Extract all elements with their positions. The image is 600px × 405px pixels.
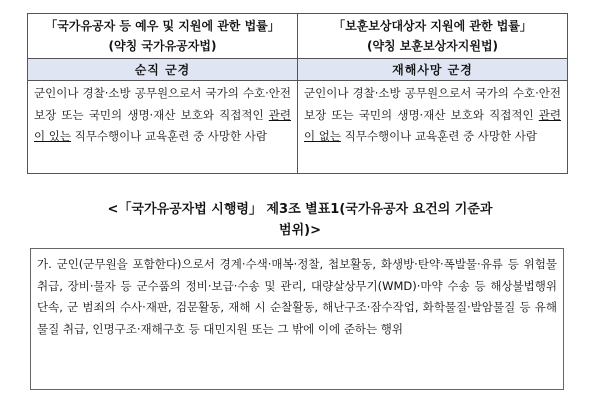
right-category-header: 재해사망 군경	[298, 59, 568, 81]
left-definition-underlined: 관련이 있는	[34, 107, 291, 143]
right-definition-text-a: 군인이나 경찰·소방 공무원으로서 국가의 수호·안전보장 또는 국민의 생명·재산 보호와 직접적인	[304, 86, 561, 122]
left-law-title-line1: 「국가유공자 등 예우 및 지원에 관한 법률」	[45, 19, 280, 33]
right-law-title	[298, 14, 568, 59]
left-law-title	[28, 14, 298, 59]
law-title-row	[28, 14, 568, 59]
right-definition-underlined: 관련이 없는	[304, 107, 561, 143]
law-comparison-table	[27, 13, 568, 174]
left-definition-text-a: 군인이나 경찰·소방 공무원으로서 국가의 수호·안전보장 또는 국민의 생명·재산 보호와 직접적인	[34, 86, 291, 122]
right-definition-text-b: 직무수행이나 교육훈련 중 사망한 사람	[340, 129, 538, 143]
left-law-title-line2: (약칭 국가유공자법)	[108, 39, 217, 53]
annex-rule-text: 가. 군인(군무원을 포함한다)으로서 경계·수색·매복·정찰, 첩보활동, 화생방·탄약·폭발물·유류 등 위험물 취급, 장비·물자 등 군수품의 정비·보급·수송 및 관리, 대량살상무기(WMD)·마약 수송 등 해상불법행위 단속, 군 범죄의 수사·재판, 검문활동, 재해 시 순찰활동, 해난구조·잠수작업, 화학물질·발암물질 등 유해물질 취급, 인명구조·재해구호 등 대민지원 또는 그 밖에 이에 준하는 행위	[37, 257, 557, 336]
right-law-title-line1: 「보훈보상대상자 지원에 관한 법률」	[333, 19, 532, 33]
right-law-title-line2: (약칭 보훈보상자지원법)	[366, 39, 499, 53]
category-header-row	[28, 59, 568, 81]
caption-line1: <「국가유공자법 시행령」 제3조 별표1(국가유공자 요건의 기준과	[107, 202, 493, 217]
caption-line2: 범위)>	[279, 223, 321, 238]
annex-rule-box	[30, 248, 564, 390]
enforcement-decree-caption	[40, 199, 560, 241]
left-category-header: 순직 군경	[28, 59, 298, 81]
left-definition	[28, 81, 298, 174]
definition-row	[28, 81, 568, 174]
right-definition	[298, 81, 568, 174]
left-definition-text-b: 직무수행이나 교육훈련 중 사망한 사람	[70, 129, 268, 143]
